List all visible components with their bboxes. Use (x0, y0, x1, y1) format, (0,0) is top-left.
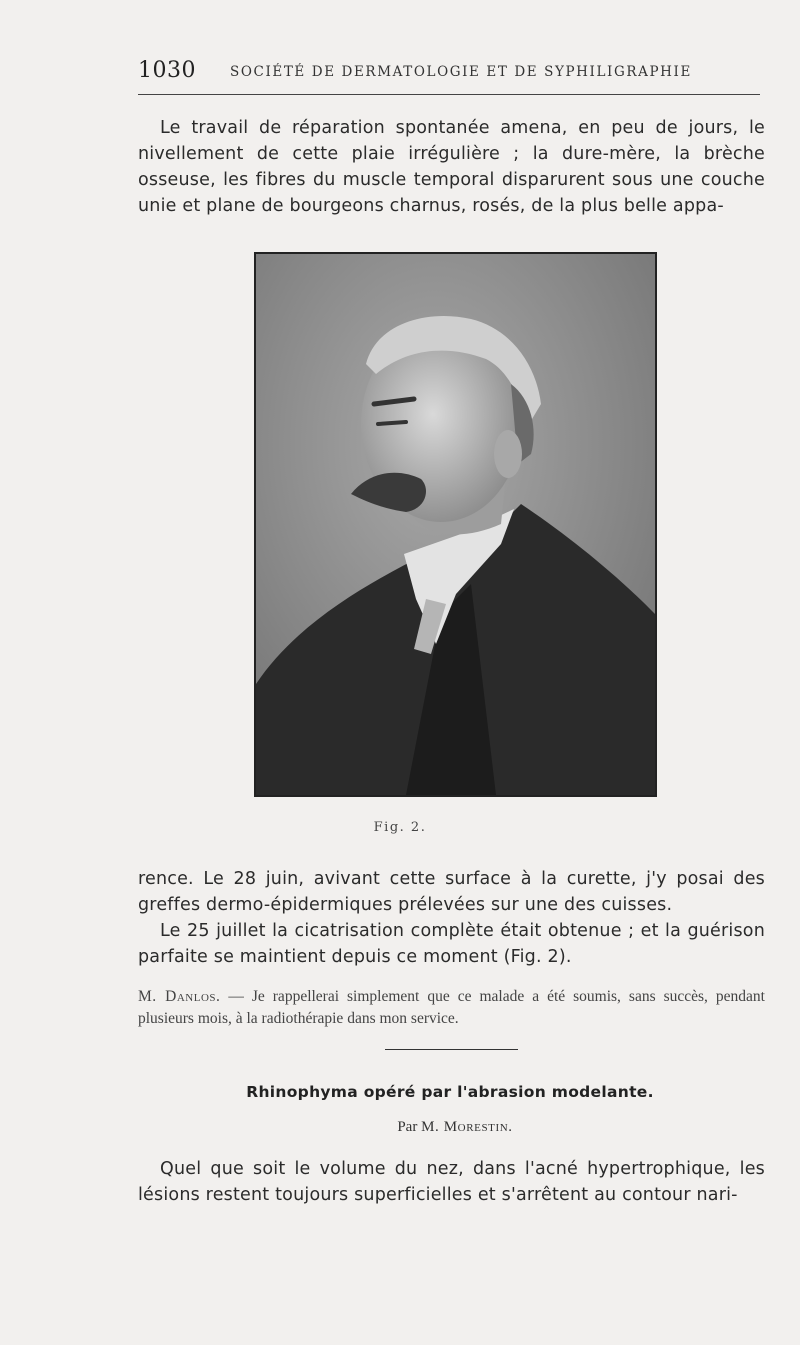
paragraph-2 (138, 866, 765, 970)
figure-caption: Fig. 2. (373, 820, 427, 835)
page-number: 1030 (138, 58, 196, 83)
remark-danlos (138, 986, 765, 1030)
portrait-photo-icon (256, 254, 655, 795)
byline-prefix: Par (397, 1119, 422, 1135)
paragraph-1-text: Le travail de réparation spontanée amena, en peu de jours, le nivellement de cette plaie irrégulière ; la dure-mère, la brèche osseuse, les fibres du muscle temporal disparurent sous une couche unie et plane de bourgeons charnus, rosés, de la plus belle appa- (138, 118, 765, 216)
byline-author: M. Morestin. (421, 1119, 513, 1135)
section-separator (385, 1049, 518, 1050)
paragraph-2a-text: rence. Le 28 juin, avivant cette surface à la curette, j'y posai des greffes dermo-épidermiques prélevées sur une des cuisses. (138, 869, 765, 915)
paragraph-3 (138, 1156, 765, 1208)
running-head (138, 58, 760, 86)
paragraph-1 (138, 115, 765, 219)
journal-title: SOCIÉTÉ DE DERMATOLOGIE ET DE SYPHILIGRAPHIE (230, 64, 692, 80)
remark-text: — Je rappellerai simplement que ce malade a été soumis, sans succès, pendant plusieurs mois, à la radiothérapie dans mon service. (138, 988, 765, 1027)
paragraph-3-text: Quel que soit le volume du nez, dans l'acné hypertrophique, les lésions restent toujours superficielles et s'arrêtent au contour nari- (138, 1159, 765, 1205)
paragraph-2b-text: Le 25 juillet la cicatrisation complète était obtenue ; et la guérison parfaite se maintient depuis ce moment (Fig. 2). (138, 921, 765, 967)
article-byline (0, 1119, 800, 1136)
header-rule (138, 94, 760, 95)
article-title: Rhinophyma opéré par l'abrasion modelante. (246, 1083, 654, 1101)
figure-portrait (254, 252, 657, 797)
remark-speaker: M. Danlos. (138, 988, 221, 1005)
